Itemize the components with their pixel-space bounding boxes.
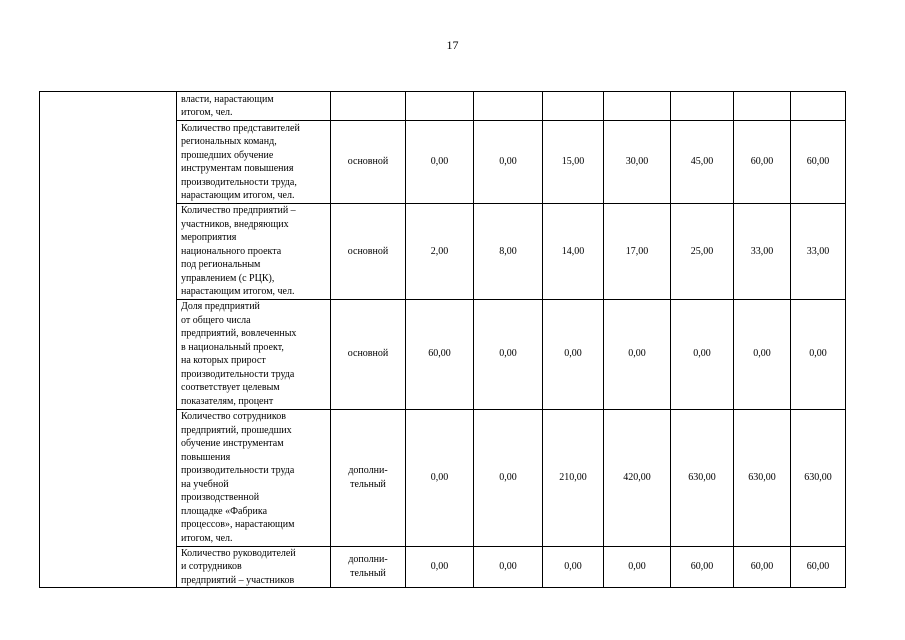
value-cell: 25,00 — [671, 204, 734, 300]
indicator-name: Количество руководителей и сотрудников предприятий – участников — [177, 546, 331, 588]
indicator-name: Доля предприятий от общего числа предприятий, вовлеченных в национальный проект, на которых прирост производительности труда соответствует целевым показателям, процент — [177, 299, 331, 409]
value-cell: 630,00 — [671, 409, 734, 546]
value-cell — [474, 92, 543, 121]
value-cell: 45,00 — [671, 121, 734, 204]
indicator-type: основной — [331, 204, 406, 300]
indicator-name: Количество сотрудников предприятий, прошедших обучение инструментам повышения производительности труда на учебной производственной площадке «Фабрика процессов», нарастающим итогом, чел. — [177, 409, 331, 546]
value-cell: 0,00 — [604, 546, 671, 588]
indicator-name: Количество предприятий – участников, внедряющих мероприятия национального проекта под региональным управлением (с РЦК), нарастающим итогом, чел. — [177, 204, 331, 300]
value-cell: 0,00 — [474, 299, 543, 409]
value-cell — [604, 92, 671, 121]
value-cell: 33,00 — [734, 204, 791, 300]
indicator-type: дополни- тельный — [331, 546, 406, 588]
table-row — [40, 92, 846, 121]
value-cell: 0,00 — [474, 546, 543, 588]
indicators-table — [39, 91, 846, 588]
indicator-name: Количество представителей региональных команд, прошедших обучение инструментам повышения производительности труда, нарастающим итогом, чел. — [177, 121, 331, 204]
value-cell: 0,00 — [734, 299, 791, 409]
value-cell: 0,00 — [406, 121, 474, 204]
value-cell: 15,00 — [543, 121, 604, 204]
page-number: 17 — [446, 38, 459, 52]
value-cell: 630,00 — [734, 409, 791, 546]
value-cell: 0,00 — [791, 299, 846, 409]
value-cell — [734, 92, 791, 121]
value-cell: 60,00 — [734, 121, 791, 204]
value-cell: 60,00 — [791, 121, 846, 204]
value-cell: 2,00 — [406, 204, 474, 300]
value-cell: 60,00 — [791, 546, 846, 588]
indicator-type: основной — [331, 299, 406, 409]
indicator-name: власти, нарастающим итогом, чел. — [177, 92, 331, 121]
value-cell: 420,00 — [604, 409, 671, 546]
value-cell: 0,00 — [543, 546, 604, 588]
value-cell: 0,00 — [406, 409, 474, 546]
value-cell — [543, 92, 604, 121]
value-cell: 60,00 — [406, 299, 474, 409]
value-cell: 30,00 — [604, 121, 671, 204]
indicator-type — [331, 92, 406, 121]
value-cell: 0,00 — [474, 409, 543, 546]
value-cell: 0,00 — [671, 299, 734, 409]
value-cell: 630,00 — [791, 409, 846, 546]
value-cell: 0,00 — [543, 299, 604, 409]
empty-cell — [40, 92, 177, 588]
indicator-type: основной — [331, 121, 406, 204]
value-cell: 8,00 — [474, 204, 543, 300]
value-cell — [791, 92, 846, 121]
value-cell: 0,00 — [474, 121, 543, 204]
indicator-type: дополни- тельный — [331, 409, 406, 546]
value-cell: 60,00 — [671, 546, 734, 588]
value-cell: 0,00 — [604, 299, 671, 409]
value-cell: 60,00 — [734, 546, 791, 588]
value-cell — [671, 92, 734, 121]
value-cell: 210,00 — [543, 409, 604, 546]
value-cell: 0,00 — [406, 546, 474, 588]
value-cell: 33,00 — [791, 204, 846, 300]
value-cell — [406, 92, 474, 121]
value-cell: 14,00 — [543, 204, 604, 300]
value-cell: 17,00 — [604, 204, 671, 300]
